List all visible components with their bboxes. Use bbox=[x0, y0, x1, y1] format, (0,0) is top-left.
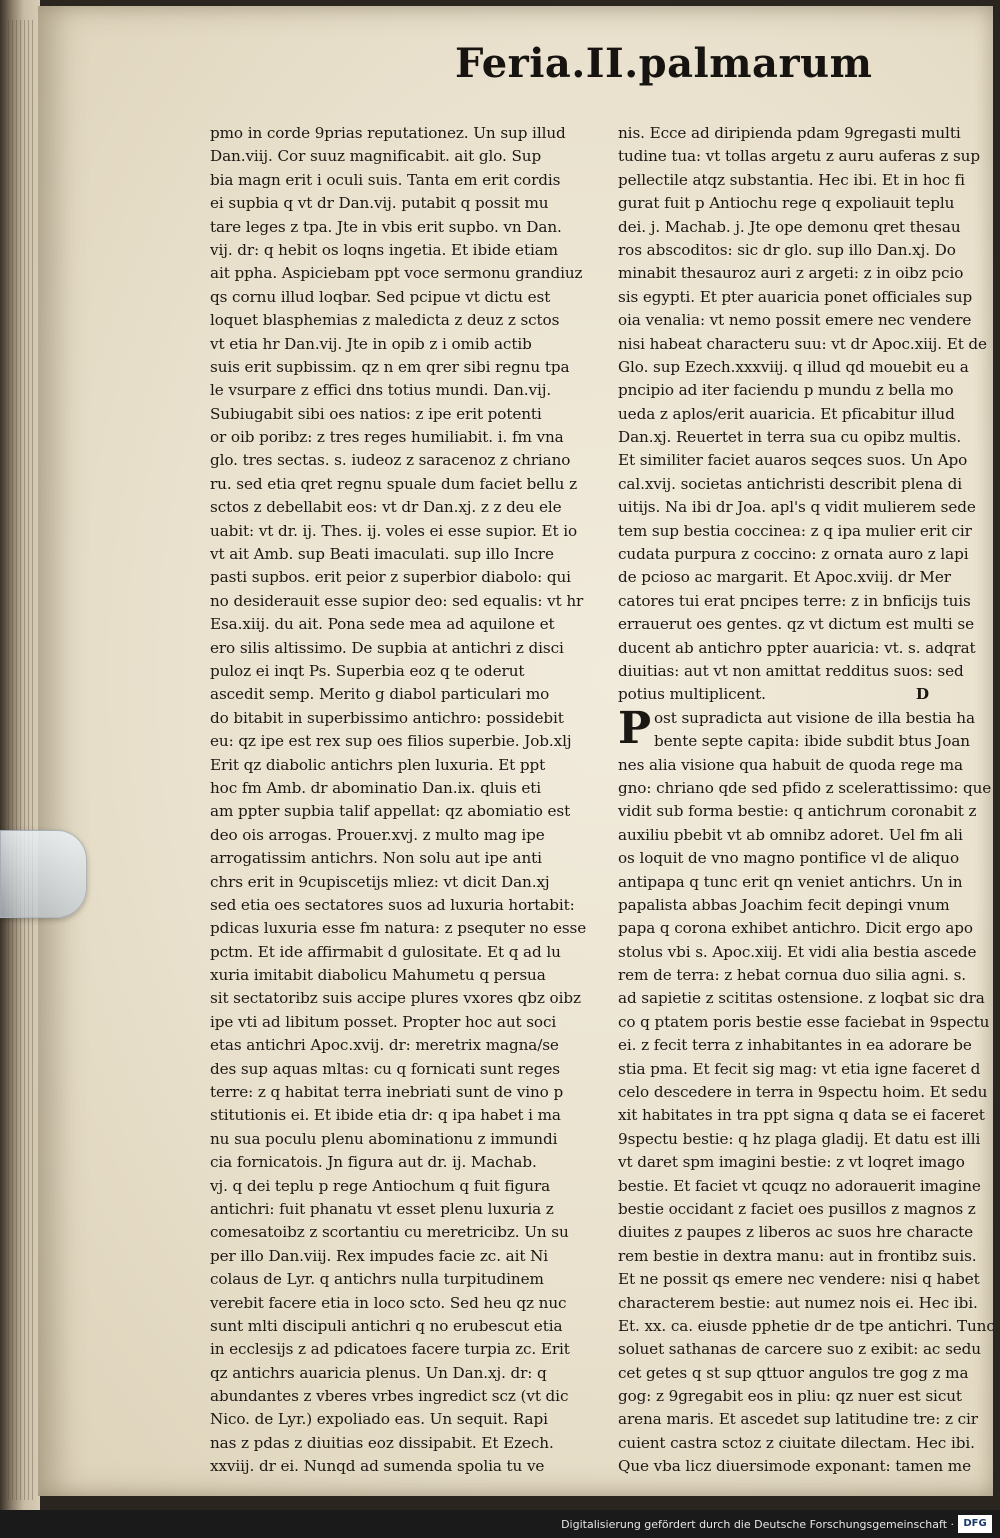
dfg-logo: DFG bbox=[958, 1515, 992, 1533]
text-line: stia pma. Et fecit sig mag: vt etia igne faceret d bbox=[618, 1059, 981, 1078]
text-line: 9spectu bestie: q hz plaga gladij. Et datu est illi bbox=[618, 1129, 981, 1148]
text-line: Et similiter faciet auaros seqces suos. Un Apo bbox=[618, 451, 968, 470]
text-line: deo ois arrogas. Prouer.xvj. z multo mag ipe bbox=[210, 825, 545, 844]
text-line: pdicas luxuria esse fm natura: z psequter no esse bbox=[210, 919, 587, 938]
text-line: colaus de Lyr. q antichrs nulla turpitudinem bbox=[210, 1270, 544, 1289]
text-line: vij. dr: q hebit os loqns ingetia. Et ibide etiam bbox=[210, 240, 558, 259]
text-line: Que vba licz diuersimode exponant: tamen me bbox=[618, 1457, 971, 1476]
text-line: arrogatissim antichrs. Non solu aut ipe anti bbox=[210, 849, 542, 868]
text-line: tare leges z tpa. Jte in vbis erit supbo. vn Dan. bbox=[210, 217, 562, 236]
text-line: hoc fm Amb. dr abominatio Dan.ix. qluis eti bbox=[210, 778, 542, 797]
text-column-left bbox=[210, 122, 608, 1476]
text-line: ueda z aplos/erit auaricia. Et pficabitur illud bbox=[618, 404, 955, 423]
text-line: vj. q dei teplu p rege Antiochum q fuit figura bbox=[210, 1176, 551, 1195]
text-line: papalista abbas Joachim fecit depingi vnum bbox=[618, 895, 950, 914]
text-line: etas antichri Apoc.xvij. dr: meretrix magna/se bbox=[210, 1036, 559, 1055]
text-line: bente septe capita: ibide subdit btus Joan bbox=[654, 732, 970, 751]
text-line: ipe vti ad libitum posset. Propter hoc aut soci bbox=[210, 1012, 557, 1031]
page-edge-lines bbox=[4, 20, 34, 1500]
text-line: xuria imitabit diabolicu Mahumetu q persua bbox=[210, 966, 546, 985]
text-line: ait ppha. Aspiciebam ppt voce sermonu grandiuz bbox=[210, 264, 583, 283]
text-line: errauerut oes gentes. qz vt dictum est multi se bbox=[618, 615, 974, 634]
text-line: bestie occidant z faciet oes pusillos z magnos z bbox=[618, 1199, 976, 1218]
book-clip bbox=[0, 830, 87, 918]
text-line: characterem bestie: aut numez nois ei. Hec ibi. bbox=[618, 1293, 978, 1312]
drop-initial: P bbox=[618, 703, 652, 754]
text-line: de pcioso ac margarit. Et Apoc.xviij. dr Mer bbox=[618, 568, 951, 587]
text-line: verebit facere etia in loco scto. Sed heu qz nuc bbox=[210, 1293, 567, 1312]
text-line: arena maris. Et ascedet sup latitudine tre: z cir bbox=[618, 1410, 978, 1429]
text-line: eu: qz ipe est rex sup oes filios superbie. Job.xlj bbox=[210, 732, 572, 751]
text-line: soluet sathanas de carcere suo z exibit: ac sedu bbox=[618, 1340, 981, 1359]
text-line: pmo in corde 9prias reputationez. Un sup illud bbox=[210, 124, 566, 142]
running-head: Feria.II.palmarum bbox=[455, 40, 873, 87]
text-line: qz antichrs auaricia plenus. Un Dan.xj. dr: q bbox=[210, 1363, 547, 1382]
text-line: oia venalia: vt nemo possit emere nec vendere bbox=[618, 311, 972, 330]
text-line: nis. Ecce ad diripienda pdam 9gregasti multi bbox=[618, 124, 961, 142]
text-line: chrs erit in 9cupiscetijs mliez: vt dicit Dan.xj bbox=[210, 872, 550, 891]
text-line: Dan.xj. Reuertet in terra sua cu opibz multis. bbox=[618, 428, 962, 447]
text-line: no desiderauit esse supior deo: sed equalis: vt hr bbox=[210, 591, 584, 610]
text-line: sunt mlti discipuli antichri q no erubescut etia bbox=[210, 1316, 563, 1335]
text-line: ost supradicta aut visione de illa bestia ha bbox=[654, 708, 975, 727]
text-line: vidit sub forma bestie: q antichrum coronabit z bbox=[618, 802, 977, 821]
text-line: Esa.xiij. du ait. Pona sede mea ad aquilone et bbox=[210, 615, 555, 634]
text-line: pasti supbos. erit peior z superbior diabolo: qui bbox=[210, 568, 571, 587]
text-line: diuites z paupes z liberos ac suos hre characte bbox=[618, 1223, 974, 1242]
text-line: potius multiplicent. D bbox=[618, 685, 929, 704]
text-column-right bbox=[618, 122, 995, 1476]
text-line: terre: z q habitat terra inebriati sunt de vino p bbox=[210, 1083, 564, 1102]
text-line: antichri: fuit phanatu vt esset plenu luxuria z bbox=[210, 1199, 554, 1218]
text-line: qs cornu illud loqbar. Sed pcipue vt dictu est bbox=[210, 287, 551, 306]
text-line: Et. xx. ca. eiusde pphetie dr de tpe antichri. Tunc bbox=[618, 1316, 995, 1335]
text-line: Et ne possit qs emere nec vendere: nisi q habet bbox=[618, 1270, 980, 1289]
text-line: minabit thesauroz auri z argeti: z in oibz pcio bbox=[618, 264, 964, 283]
text-line: am ppter supbia talif appellat: qz abomiatio est bbox=[210, 802, 571, 821]
text-line: sed etia oes sectatores suos ad luxuria hortabit: bbox=[210, 895, 575, 914]
text-line: pncipio ad iter faciendu p mundu z bella mo bbox=[618, 381, 954, 400]
text-line: auxiliu pbebit vt ab omnibz adoret. Uel fm ali bbox=[618, 825, 963, 844]
text-line: bestie. Et faciet vt qcuqz no adorauerit imagine bbox=[618, 1176, 981, 1195]
text-line: gurat fuit p Antiochu rege q expoliauit teplu bbox=[618, 194, 955, 213]
text-line: le vsurpare z effici dns totius mundi. Dan.vij. bbox=[210, 381, 552, 400]
text-line: rem de terra: z hebat cornua duo silia agni. s. bbox=[618, 966, 967, 985]
text-line: uitijs. Na ibi dr Joa. apl's q vidit mulierem sede bbox=[618, 498, 976, 517]
text-line: uabit: vt dr. ij. Thes. ij. voles ei esse supior. Et io bbox=[210, 521, 578, 540]
text-line: nes alia visione qua habuit de quoda rege ma bbox=[618, 755, 964, 774]
text-line: nas z pdas z diuitias eoz dissipabit. Et Ezech. bbox=[210, 1433, 554, 1452]
text-line: vt daret spm imagini bestie: z vt loqret imago bbox=[618, 1153, 965, 1172]
text-line: celo descedere in terra in 9spectu hoim. Et sedu bbox=[618, 1083, 988, 1102]
text-line: cal.xvij. societas antichristi describit plena di bbox=[618, 474, 963, 493]
text-line: vt ait Amb. sup Beati imaculati. sup illo Incre bbox=[210, 545, 554, 564]
text-line: or oib poribz: z tres reges humiliabit. i. fm vna bbox=[210, 428, 564, 447]
text-line: diuitias: aut vt non amittat redditus suos: sed bbox=[618, 661, 964, 680]
paragraph-sign: D bbox=[915, 685, 929, 704]
text-line: gno: chriano qde sed pfido z scelerattissimo: que bbox=[618, 778, 992, 797]
text-line: pctm. Et ide affirmabit d gulositate. Et q ad lu bbox=[210, 942, 561, 961]
book-page-edges bbox=[0, 0, 40, 1538]
text-line: co q ptatem poris bestie esse faciebat in 9spectu bbox=[618, 1012, 990, 1031]
text-line: sis egypti. Et pter auaricia ponet officiales sup bbox=[618, 287, 973, 306]
text-line: stolus vbi s. Apoc.xiij. Et vidi alia bestia ascede bbox=[618, 942, 977, 961]
text-line: stitutionis ei. Et ibide etia dr: q ipa habet i ma bbox=[210, 1106, 561, 1125]
text-line: Subiugabit sibi oes natios: z ipe erit potenti bbox=[210, 404, 542, 423]
text-line: cia fornicatois. Jn figura aut dr. ij. Machab. bbox=[210, 1153, 537, 1172]
text-line: tem sup bestia coccinea: z q ipa mulier erit cir bbox=[618, 521, 972, 540]
text-line: abundantes z vberes vrbes ingredict scz (vt dic bbox=[210, 1387, 569, 1406]
text-line: pellectile atqz substantia. Hec ibi. Et in hoc fi bbox=[618, 170, 965, 189]
text-line: catores tui erat pncipes terre: z in bnficijs tuis bbox=[618, 591, 971, 610]
text-line: nu sua poculu plenu abominationu z immundi bbox=[210, 1129, 558, 1148]
text-line: Nico. de Lyr.) expoliado eas. Un sequit. Rapi bbox=[210, 1410, 548, 1429]
text-line: suis erit supbissim. qz n em qrer sibi regnu tpa bbox=[210, 357, 570, 376]
text-line: in ecclesijs z ad pdicatoes facere turpia zc. Erit bbox=[210, 1340, 570, 1359]
text-line: per illo Dan.viij. Rex impudes facie zc. ait Ni bbox=[210, 1246, 549, 1265]
text-line: tudine tua: vt tollas argetu z auru auferas z sup bbox=[618, 147, 980, 166]
text-line: cudata purpura z coccino: z ornata auro z lapi bbox=[618, 545, 969, 564]
text-line: cet getes q st sup qttuor angulos tre gog z ma bbox=[618, 1363, 969, 1382]
text-line: dei. j. Machab. j. Jte ope demonu qret thesau bbox=[618, 217, 961, 236]
text-line: sctos z debellabit eos: vt dr Dan.xj. z z deu ele bbox=[210, 498, 562, 517]
text-line: Dan.viij. Cor suuz magnificabit. ait glo. Sup bbox=[210, 147, 542, 166]
text-line: vt etia hr Dan.vij. Jte in opib z i omib actib bbox=[210, 334, 532, 353]
text-line: antipapa q tunc erit qn veniet antichrs. Un in bbox=[618, 872, 963, 891]
text-line: Glo. sup Ezech.xxxviij. q illud qd mouebit eu a bbox=[618, 357, 969, 376]
text-line: xxviij. dr ei. Nunqd ad sumenda spolia tu ve bbox=[210, 1457, 545, 1476]
text-line: ascedit semp. Merito g diabol particulari mo bbox=[210, 685, 550, 704]
text-line: Erit qz diabolic antichrs plen luxuria. Et ppt bbox=[210, 755, 546, 774]
text-line: glo. tres sectas. s. iudeoz z saracenoz z chriano bbox=[210, 451, 571, 470]
text-line: rem bestie in dextra manu: aut in frontibz suis. bbox=[618, 1246, 977, 1265]
footer-credit: Digitalisierung gefördert durch die Deutsche Forschungsgemeinschaft · bbox=[561, 1518, 954, 1531]
text-line: do bitabit in superbissimo antichro: possidebit bbox=[210, 708, 564, 727]
text-line: papa q corona exhibet antichro. Dicit ergo apo bbox=[618, 919, 973, 938]
text-line: comesatoibz z scortantiu cu meretricibz. Un su bbox=[210, 1223, 569, 1242]
text-line: ros abscoditos: sic dr glo. sup illo Dan.xj. Do bbox=[618, 240, 956, 259]
text-line: gog: z 9gregabit eos in pliu: qz nuer est sicut bbox=[618, 1387, 962, 1406]
text-line: ei. z fecit terra z inhabitantes in ea adorare be bbox=[618, 1036, 972, 1055]
text-line: des sup aquas mltas: cu q fornicati sunt reges bbox=[210, 1059, 560, 1078]
text-line: ducent ab antichro ppter auaricia: vt. s. adqrat bbox=[618, 638, 976, 657]
text-line: sit sectatoribz suis accipe plures vxores qbz oibz bbox=[210, 989, 581, 1008]
text-line: cuient castra sctoz z ciuitate dilectam. Hec ibi. bbox=[618, 1433, 975, 1452]
text-line: os loquit de vno magno pontifice vl de aliquo bbox=[618, 849, 959, 868]
text-line: loquet blasphemias z maledicta z deuz z sctos bbox=[210, 311, 560, 330]
text-line: bia magn erit i oculi suis. Tanta em erit cordis bbox=[210, 170, 561, 189]
text-line: puloz ei inqt Ps. Superbia eoz q te oderut bbox=[210, 661, 525, 680]
text-line: ru. sed etia qret regnu spuale dum faciet bellu z bbox=[210, 474, 577, 493]
text-line: ero silis altissimo. De supbia at antichri z disci bbox=[210, 638, 564, 657]
text-line: nisi habeat characteru suu: vt dr Apoc.xiij. Et de bbox=[618, 334, 987, 353]
text-line: ei supbia q vt dr Dan.vij. putabit q possit mu bbox=[210, 194, 549, 213]
text-line: ad sapietie z scititas ostensione. z loqbat sic dra bbox=[618, 989, 985, 1008]
text-line: xit habitates in tra ppt signa q data se ei faceret bbox=[618, 1106, 985, 1125]
